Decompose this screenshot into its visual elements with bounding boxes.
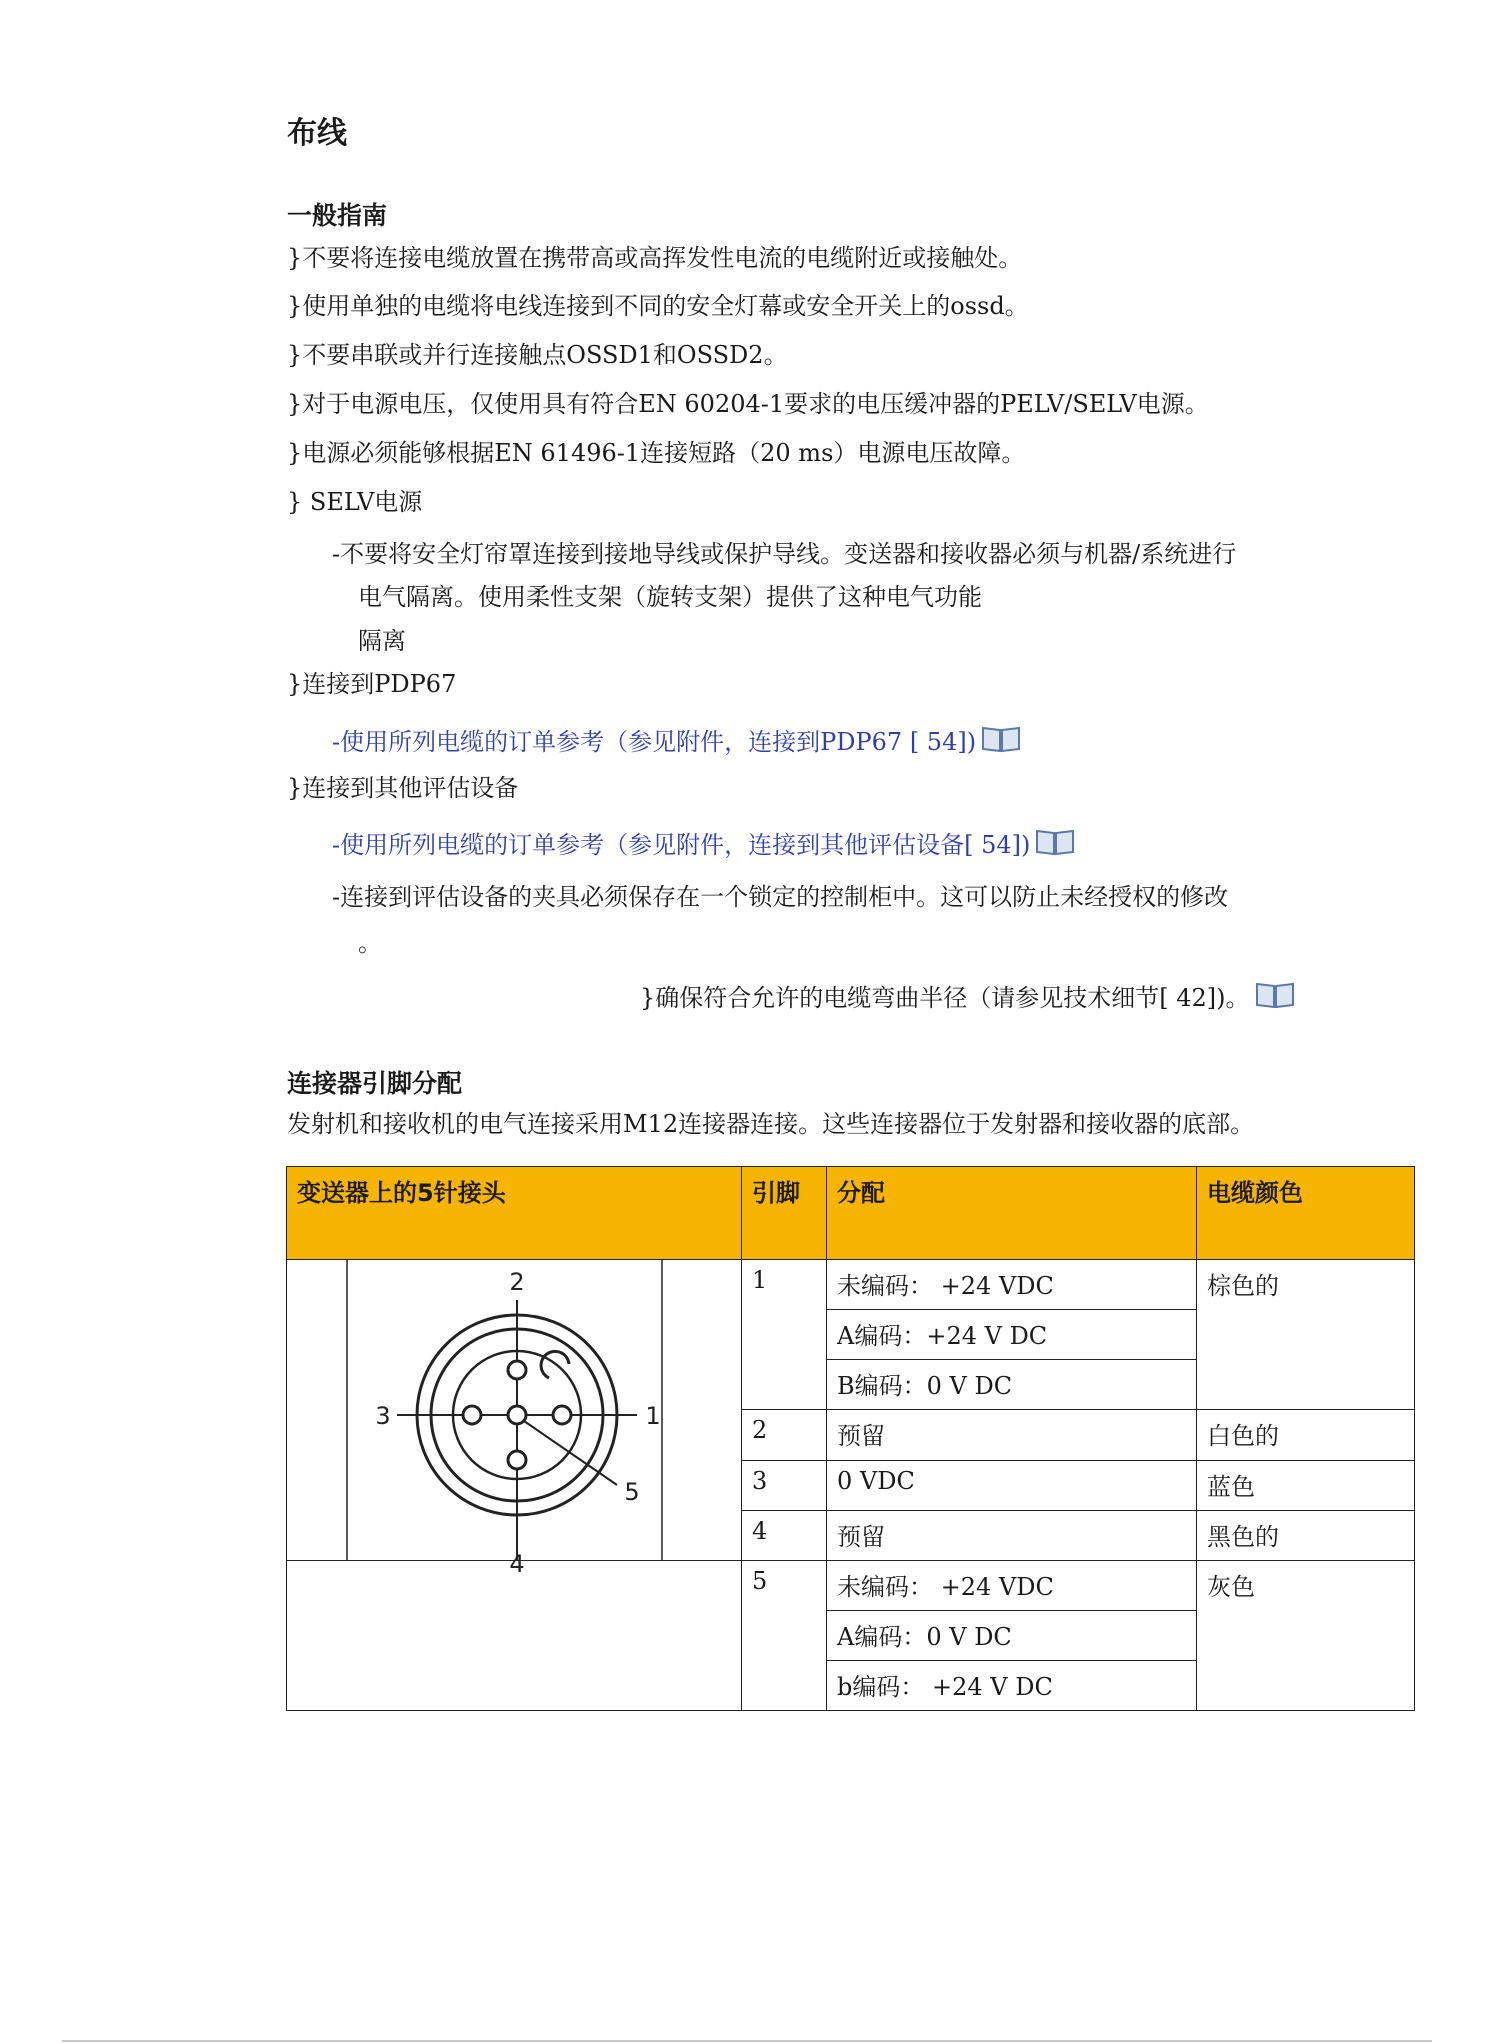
header-pin: 引脚: [742, 1167, 827, 1260]
pdp67-link[interactable]: -使用所列电缆的订单参考（参见附件，连接到PDP67 [ 54]): [332, 728, 977, 756]
assignment-value: A编码：+24 V DC: [827, 1310, 1197, 1360]
other-device-item: }连接到其他评估设备: [287, 774, 519, 802]
table-header-row: [287, 1167, 1415, 1260]
pin-table: [286, 1166, 1415, 1711]
pin-number: 5: [742, 1561, 827, 1711]
assignment-value: A编码：0 V DC: [827, 1611, 1197, 1661]
pin-label: 5: [624, 1478, 640, 1506]
pin-number: 1: [742, 1260, 827, 1410]
table-row: [287, 1260, 1415, 1310]
assignment-value: B编码：0 V DC: [827, 1360, 1197, 1410]
header-cable-color: 电缆颜色: [1197, 1167, 1415, 1260]
other-device-link[interactable]: -使用所列电缆的订单参考（参见附件，连接到其他评估设备[ 54]): [332, 831, 1031, 859]
bend-radius-text: }确保符合允许的电缆弯曲半径（请参见技术细节[ 42])。: [640, 984, 1250, 1012]
connector-diagram: [287, 1260, 742, 1578]
empty-cell: [287, 1561, 742, 1711]
book-icon[interactable]: [1254, 980, 1296, 1017]
table-row: [287, 1561, 1415, 1611]
other-subitem: -连接到评估设备的夹具必须保存在一个锁定的控制柜中。这可以防止未经授权的修改: [332, 883, 1229, 911]
guideline-item: }使用单独的电缆将电线连接到不同的安全灯幕或安全开关上的ossd。: [287, 292, 1029, 320]
selv-subitem: 电气隔离。使用柔性支架（旋转支架）提供了这种电气功能: [358, 583, 982, 611]
pdp67-item: }连接到PDP67: [287, 670, 457, 698]
pin-number: 3: [742, 1460, 827, 1510]
cable-color: 灰色: [1197, 1561, 1415, 1711]
pin-label: 2: [509, 1268, 525, 1296]
pin-label: 3: [375, 1402, 391, 1430]
pin-assignment-heading: 连接器引脚分配: [287, 1069, 463, 1098]
selv-subitem: -不要将安全灯帘罩连接到接地导线或保护导线。变送器和接收器必须与机器/系统进行: [332, 540, 1237, 568]
bend-radius-line: [640, 980, 1296, 1017]
assignment-value: 0 VDC: [827, 1460, 1197, 1510]
pin-label: 4: [509, 1550, 525, 1578]
cable-color: 蓝色: [1197, 1460, 1415, 1510]
cable-color: 棕色的: [1197, 1260, 1415, 1410]
guideline-item: }对于电源电压，仅使用具有符合EN 60204-1要求的电压缓冲器的PELV/SELV电源。: [287, 390, 1209, 418]
assignment-value: 预留: [827, 1510, 1197, 1560]
general-heading: 一般指南: [287, 201, 388, 230]
header-assignment: 分配: [827, 1167, 1197, 1260]
connector-diagram-cell: [287, 1260, 742, 1578]
footer-divider: [62, 2040, 1432, 2042]
page-title: 布线: [287, 116, 347, 151]
guideline-item: } SELV电源: [287, 488, 423, 516]
guideline-item: }不要串联或并行连接触点OSSD1和OSSD2。: [287, 341, 788, 369]
guideline-item: }电源必须能够根据EN 61496-1连接短路（20 ms）电源电压故障。: [287, 439, 1026, 467]
pin-label: 1: [645, 1402, 661, 1430]
assignment-value: b编码： +24 V DC: [827, 1661, 1197, 1711]
other-link-line: [332, 827, 1076, 864]
header-connector: 变送器上的5针接头: [287, 1167, 742, 1260]
pin-number: 2: [742, 1410, 827, 1460]
assignment-value: 未编码： +24 VDC: [827, 1561, 1197, 1611]
guideline-item: }不要将连接电缆放置在携带高或高挥发性电流的电缆附近或接触处。: [287, 244, 1023, 272]
cable-color: 白色的: [1197, 1410, 1415, 1460]
selv-subitem: 隔离: [358, 627, 406, 655]
pdp67-link-line: [332, 724, 1022, 761]
pin-table-wrapper: [286, 1166, 1414, 1700]
other-subitem-end: 。: [358, 929, 382, 957]
book-icon[interactable]: [980, 724, 1022, 761]
assignment-value: 未编码： +24 VDC: [827, 1260, 1197, 1310]
assignment-value: 预留: [827, 1410, 1197, 1460]
cable-color: 黑色的: [1197, 1510, 1415, 1560]
pin-number: 4: [742, 1510, 827, 1560]
pin-assignment-intro: 发射机和接收机的电气连接采用M12连接器连接。这些连接器位于发射器和接收器的底部。: [287, 1110, 1255, 1138]
book-icon[interactable]: [1034, 827, 1076, 864]
